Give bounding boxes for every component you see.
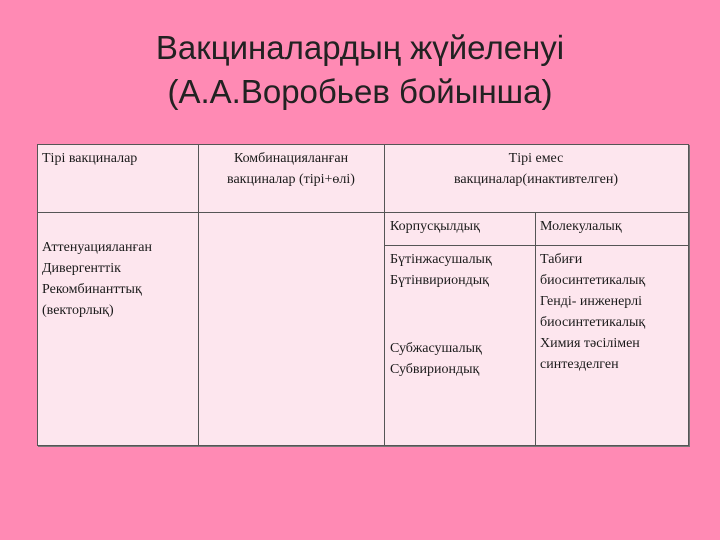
vaccine-classification-table bbox=[37, 144, 689, 446]
molecular-list bbox=[540, 249, 686, 375]
list-item: Аттенуацияланған bbox=[42, 240, 152, 255]
list-item: биосинтетикалық bbox=[540, 273, 646, 288]
live-vaccines-list bbox=[42, 237, 196, 321]
header-combined-line-2: вакциналар (тірі+өлі) bbox=[227, 172, 355, 187]
list-item: Субжасушалық bbox=[390, 341, 482, 356]
corpuscular-list-top bbox=[390, 249, 532, 291]
header-inactivated-vaccines bbox=[386, 148, 686, 190]
subheader-molecular: Молекулалық bbox=[540, 219, 622, 234]
title-line-2: (А.А.Воробьев бойынша) bbox=[167, 73, 553, 110]
list-item: Дивергенттік bbox=[42, 261, 121, 276]
header-divider bbox=[38, 212, 688, 213]
list-item: Субвириондық bbox=[390, 362, 480, 377]
col-divider-2 bbox=[384, 145, 385, 445]
header-inactivated-line-1: Тірі емес bbox=[508, 151, 564, 166]
slide-title bbox=[0, 26, 720, 114]
header-inactivated-line-2: вакциналар(инактивтелген) bbox=[453, 172, 619, 187]
col-divider-1 bbox=[198, 145, 199, 445]
list-item: Рекомбинанттық bbox=[42, 282, 142, 297]
col-divider-3 bbox=[535, 212, 536, 445]
subheader-corpuscular: Корпусқылдық bbox=[390, 219, 480, 234]
list-item: Генді- инженерлі bbox=[540, 294, 642, 309]
header-combined-line-1: Комбинацияланған bbox=[233, 151, 349, 166]
list-item: Бүтінвириондық bbox=[390, 273, 489, 288]
list-item: биосинтетикалық bbox=[540, 315, 646, 330]
title-line-1: Вакциналардың жүйеленуі bbox=[155, 29, 565, 66]
corpuscular-list-bottom bbox=[390, 338, 532, 380]
list-item: синтезделген bbox=[540, 357, 619, 372]
subheader-divider bbox=[384, 245, 688, 246]
header-live-label: Тірі вакциналар bbox=[42, 151, 138, 166]
list-item: Табиғи bbox=[540, 252, 583, 267]
header-combined-vaccines bbox=[200, 148, 382, 190]
list-item: Бүтінжасушалық bbox=[390, 252, 492, 267]
header-live-vaccines bbox=[42, 148, 194, 169]
list-item: (векторлық) bbox=[42, 303, 114, 318]
list-item: Химия тәсілімен bbox=[540, 336, 640, 351]
